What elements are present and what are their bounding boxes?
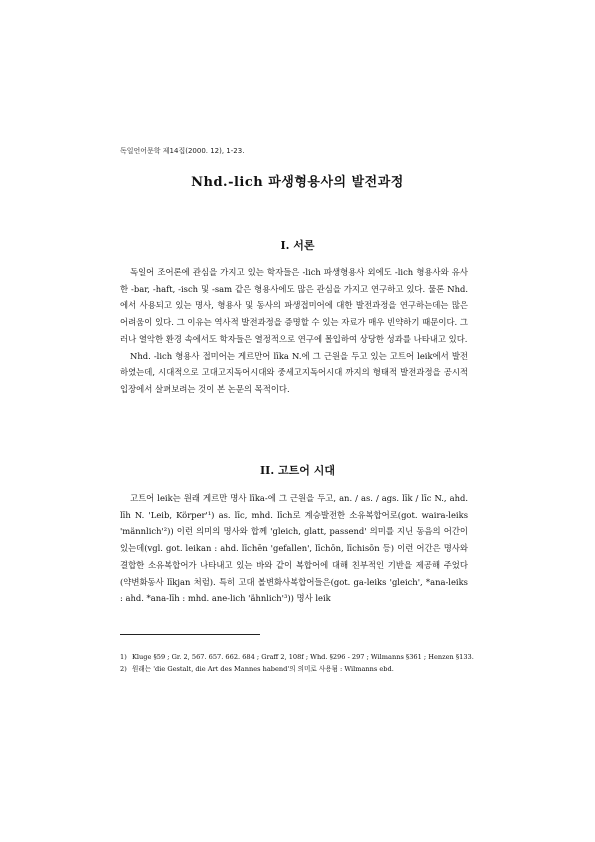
journal-header: 독일언어문학 제14집(2000. 12), 1-23. [120,147,245,155]
footnote-separator [120,634,260,635]
footnote-text: Kluge §59 ; Gr. 2, 567. 657. 662. 684 ; Graff 2, 108f ; Whd. §296 - 297 ; Wilmanns §361 ; Henzen §133. [132,653,474,661]
footnote [120,652,480,664]
section-body-gothic [120,490,468,607]
paragraph: Nhd. -lich 형용사 접미어는 게르만어 līka N.에 그 근원을 두고 있는 고트어 leik에서 발전하였는데, 시대적으로 고대고지독어시대와 중세고지독어시대 까지의 형태적 발전과정을 공시적 입장에서 살펴보려는 것이 본 논문의 목적이다. [120,350,468,394]
section-heading-gothic: II. 고트어 시대 [260,464,335,477]
footnote-number: 2) [120,664,127,673]
footnote-number: 1) [120,653,127,661]
footnote-text: 원래는 'die Gestalt, die Art des Mannes habend'의 의미로 사용됨 : Wilmanns ebd. [132,664,394,673]
section-body-introduction [120,264,468,398]
paper-title: Nhd.-lich 파생형용사의 발전과정 [191,175,404,190]
paragraph: 고트어 leik는 원래 게르만 명사 līka-에 그 근원을 두고, an. / as. / ags. līk / līc N., ahd. līh N. 'Leib, Körper'¹) as. līc, mhd. līch로 계승발전한 소유복합어로(got. waira-leiks 'männlich'²)) 이런 의미의 명사와 합께 'gleich, glatt, passend' 의미를 지닌 동음의 어간이 있는데(vgl. got. leikan : ahd. līchēn 'gefallen', līchōn, līchisōn 등) 이런 어간은 명사와 결합한 소유복합어가 나타내고 있는 바와 같이 복합어에 대해 친부적인 기반을 제공해 주었다 (약변화동사 līkjan 처럼). 특히 고대 볼변화사복합어들은(got. ga-leiks 'gleich', *ana-leiks : ahd. *ana-līh : mhd. ane-lich 'ähnlich'³)) 명사 leik [120,493,468,604]
section-heading-introduction: I. 서론 [280,239,315,252]
footnote [120,664,480,676]
paragraph: 독일어 조어론에 관심을 가지고 있는 학자들은 -lich 파생형용사 외에도 -lich 형용사와 유사한 -bar, -haft, -isch 및 -sam 같은 형용사에도 많은 관심을 가지고 연구하고 있다. 물론 Nhd.에서 사용되고 있는 명사, 형용사 및 동사의 파생접미어에 대한 발전과정을 연구하는데는 많은 어려움이 있다. 그 이유는 역사적 발전과정을 증명할 수 있는 자료가 매우 빈약하기 때문이다. 그러나 열악한 환경 속에서도 학자들은 열정적으로 연구에 몰입하여 상당한 성과를 나타내고 있다. [120,267,468,344]
footnotes [120,652,480,675]
